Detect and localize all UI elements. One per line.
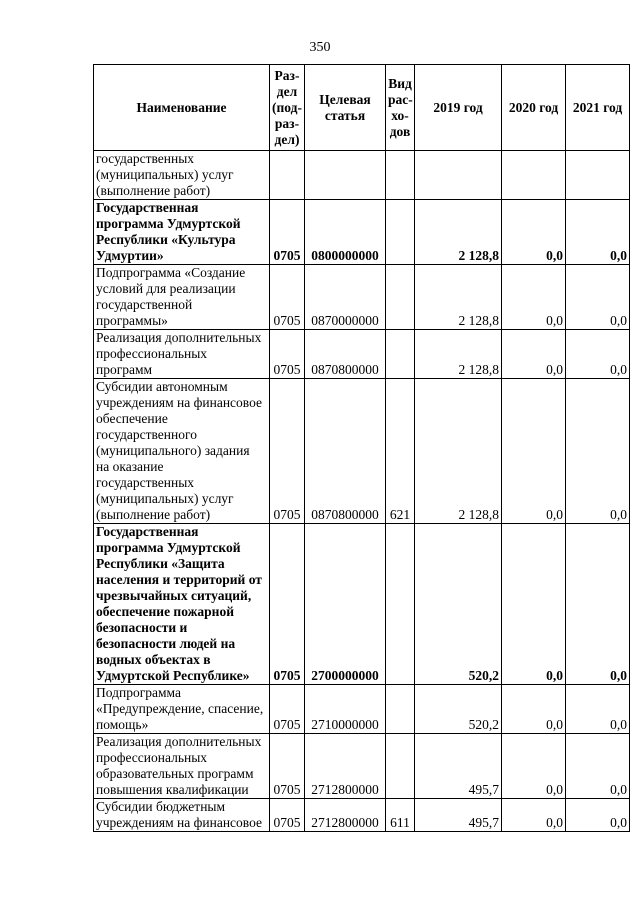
cell-section: 0705 bbox=[270, 685, 305, 734]
cell-type bbox=[386, 151, 415, 200]
cell-y2020: 0,0 bbox=[502, 265, 566, 330]
cell-section bbox=[270, 151, 305, 200]
cell-name: Реализация дополнительных профессиональных образовательных программ повышения квалификации bbox=[94, 734, 270, 799]
cell-y2020: 0,0 bbox=[502, 379, 566, 524]
cell-type bbox=[386, 734, 415, 799]
cell-type bbox=[386, 685, 415, 734]
cell-name: Субсидии автономным учреждениям на финансовое обеспечение государственного (муниципального) задания на оказание государственных (муниципальных) услуг (выполнение работ) bbox=[94, 379, 270, 524]
header-2020: 2020 год bbox=[502, 65, 566, 151]
cell-target: 0870800000 bbox=[305, 379, 386, 524]
cell-section: 0705 bbox=[270, 734, 305, 799]
cell-y2021: 0,0 bbox=[566, 734, 630, 799]
cell-name: Субсидии бюджетным учреждениям на финансовое bbox=[94, 799, 270, 832]
cell-y2021: 0,0 bbox=[566, 379, 630, 524]
cell-type bbox=[386, 200, 415, 265]
cell-name: Подпрограмма «Создание условий для реализации государственной программы» bbox=[94, 265, 270, 330]
header-section: Раз- дел (под- раз- дел) bbox=[270, 65, 305, 151]
cell-target: 2712800000 bbox=[305, 734, 386, 799]
cell-section: 0705 bbox=[270, 379, 305, 524]
cell-y2021: 0,0 bbox=[566, 524, 630, 685]
table-row bbox=[94, 799, 630, 832]
table-row bbox=[94, 151, 630, 200]
cell-y2020: 0,0 bbox=[502, 330, 566, 379]
cell-y2019: 495,7 bbox=[415, 799, 502, 832]
table-row bbox=[94, 265, 630, 330]
table-row bbox=[94, 685, 630, 734]
table-row bbox=[94, 524, 630, 685]
cell-type bbox=[386, 524, 415, 685]
cell-section: 0705 bbox=[270, 265, 305, 330]
header-2021: 2021 год bbox=[566, 65, 630, 151]
table-row bbox=[94, 734, 630, 799]
table-row bbox=[94, 379, 630, 524]
cell-y2021: 0,0 bbox=[566, 200, 630, 265]
cell-y2019: 520,2 bbox=[415, 685, 502, 734]
cell-target: 2712800000 bbox=[305, 799, 386, 832]
table-row bbox=[94, 200, 630, 265]
cell-name: Государственная программа Удмуртской Республики «Защита населения и территорий от чрезвычайных ситуаций, обеспечение пожарной безопасности и безопасности людей на водных объектах в Удмуртской Республике» bbox=[94, 524, 270, 685]
cell-name: Государственная программа Удмуртской Республики «Культура Удмуртии» bbox=[94, 200, 270, 265]
cell-y2019 bbox=[415, 151, 502, 200]
header-type: Вид рас- хо- дов bbox=[386, 65, 415, 151]
header-row bbox=[94, 65, 630, 151]
cell-y2021: 0,0 bbox=[566, 265, 630, 330]
cell-section: 0705 bbox=[270, 799, 305, 832]
cell-name: Реализация дополнительных профессиональных программ bbox=[94, 330, 270, 379]
cell-y2021: 0,0 bbox=[566, 330, 630, 379]
header-target: Целевая статья bbox=[305, 65, 386, 151]
budget-table bbox=[93, 64, 630, 832]
cell-target: 2710000000 bbox=[305, 685, 386, 734]
cell-target: 0870800000 bbox=[305, 330, 386, 379]
cell-type: 611 bbox=[386, 799, 415, 832]
cell-y2020 bbox=[502, 151, 566, 200]
cell-target bbox=[305, 151, 386, 200]
cell-target: 0870000000 bbox=[305, 265, 386, 330]
cell-section: 0705 bbox=[270, 200, 305, 265]
cell-name: государственных (муниципальных) услуг (выполнение работ) bbox=[94, 151, 270, 200]
table-row bbox=[94, 330, 630, 379]
cell-y2019: 2 128,8 bbox=[415, 330, 502, 379]
cell-y2019: 495,7 bbox=[415, 734, 502, 799]
cell-name: Подпрограмма «Предупреждение, спасение, помощь» bbox=[94, 685, 270, 734]
cell-y2019: 2 128,8 bbox=[415, 265, 502, 330]
cell-y2021: 0,0 bbox=[566, 799, 630, 832]
cell-section: 0705 bbox=[270, 330, 305, 379]
header-name: Наименование bbox=[94, 65, 270, 151]
cell-type bbox=[386, 330, 415, 379]
cell-y2019: 2 128,8 bbox=[415, 379, 502, 524]
cell-y2019: 2 128,8 bbox=[415, 200, 502, 265]
cell-target: 2700000000 bbox=[305, 524, 386, 685]
cell-y2020: 0,0 bbox=[502, 799, 566, 832]
cell-y2021 bbox=[566, 151, 630, 200]
cell-y2020: 0,0 bbox=[502, 734, 566, 799]
cell-y2020: 0,0 bbox=[502, 200, 566, 265]
cell-type: 621 bbox=[386, 379, 415, 524]
cell-section: 0705 bbox=[270, 524, 305, 685]
cell-y2019: 520,2 bbox=[415, 524, 502, 685]
header-2019: 2019 год bbox=[415, 65, 502, 151]
cell-y2020: 0,0 bbox=[502, 685, 566, 734]
page-number: 350 bbox=[309, 40, 331, 55]
cell-y2020: 0,0 bbox=[502, 524, 566, 685]
cell-target: 0800000000 bbox=[305, 200, 386, 265]
cell-y2021: 0,0 bbox=[566, 685, 630, 734]
cell-type bbox=[386, 265, 415, 330]
